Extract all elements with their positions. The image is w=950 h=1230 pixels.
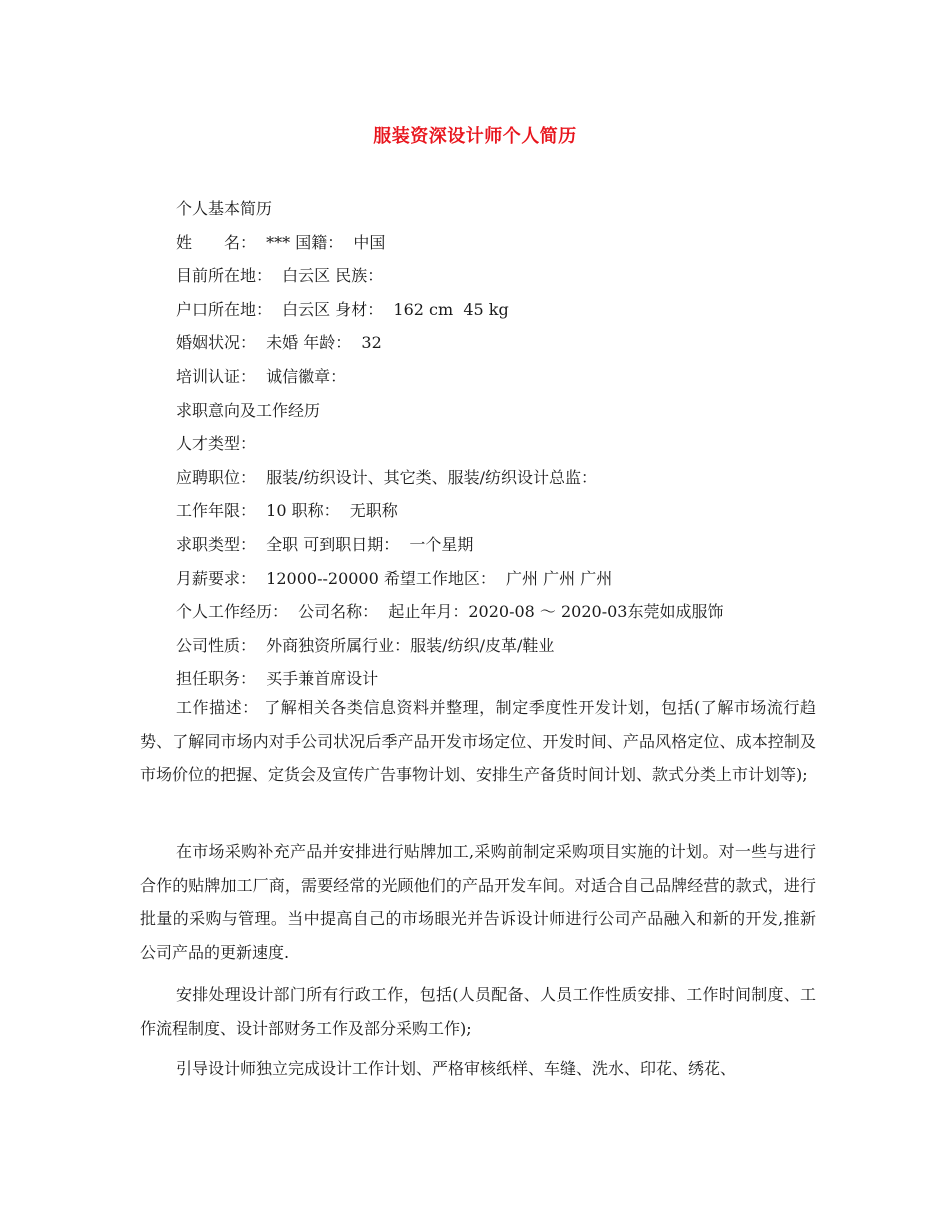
field-role: 担任职务： 买手兼首席设计 bbox=[176, 669, 379, 689]
field-work-experience: 个人工作经历： 公司名称： 起止年月：2020-08 ～ 2020-03东莞如成服饰 bbox=[176, 602, 724, 622]
work-description-procurement bbox=[140, 835, 816, 969]
field-location-ethnicity: 目前所在地： 白云区 民族： bbox=[176, 266, 384, 286]
paragraph-procurement: 在市场采购补充产品并安排进行贴牌加工,采购前制定采购项目实施的计划。对一些与进行合作的贴牌加工厂商，需要经常的光顾他们的产品开发车间。对适合自己品牌经营的款式，进行批量的采购与管理。当中提高自己的市场眼光并告诉设计师进行公司产品融入和新的开发,推新公司产品的更新速度. bbox=[140, 842, 816, 962]
field-certification: 培训认证： 诚信徽章： bbox=[176, 366, 347, 386]
paragraph-work-description: 工作描述： 了解相关各类信息资料并整理，制定季度性开发计划，包括(了解市场流行趋势、了解同市场内对手公司状况后季产品开发市场定位、开发时间、产品风格定位、成本控制及市场价位的把握、定货会及宣传广告事物计划、安排生产备货时间计划、款式分类上市计划等); bbox=[140, 698, 816, 784]
field-position: 应聘职位： 服装/纺织设计、其它类、服装/纺织设计总监： bbox=[176, 467, 597, 487]
document-title: 服装资深设计师个人简历 bbox=[373, 126, 577, 147]
paragraph-admin: 安排处理设计部门所有行政工作，包括(人员配备、人员工作性质安排、工作时间制度、工作流程制度、设计部财务工作及部分采购工作); bbox=[140, 985, 816, 1038]
field-job-type: 求职类型： 全职 可到职日期： 一个星期 bbox=[176, 534, 474, 554]
field-marital-age: 婚姻状况： 未婚 年龄： 32 bbox=[176, 333, 382, 353]
work-description-admin bbox=[140, 978, 816, 1045]
resume-fields bbox=[176, 192, 826, 696]
section-heading-job-intent: 求职意向及工作经历 bbox=[176, 400, 321, 420]
field-company-nature: 公司性质： 外商独资所属行业：服装/纺织/皮革/鞋业 bbox=[176, 635, 555, 655]
section-heading-basic-info: 个人基本简历 bbox=[176, 199, 273, 218]
field-name-nationality: 姓 名： *** 国籍： 中国 bbox=[176, 232, 386, 252]
field-years-title: 工作年限： 10 职称： 无职称 bbox=[176, 501, 398, 521]
work-description-guidance bbox=[140, 1052, 816, 1086]
field-talent-type: 人才类型： bbox=[176, 434, 257, 454]
field-salary-area: 月薪要求： 12000--20000 希望工作地区： 广州 广州 广州 bbox=[176, 568, 613, 588]
work-description bbox=[140, 691, 816, 792]
paragraph-guidance: 引导设计师独立完成设计工作计划、严格审核纸样、车缝、洗水、印花、绣花、 bbox=[176, 1059, 737, 1078]
field-household-body: 户口所在地： 白云区 身材： 162 cm 45 kg bbox=[176, 299, 509, 319]
